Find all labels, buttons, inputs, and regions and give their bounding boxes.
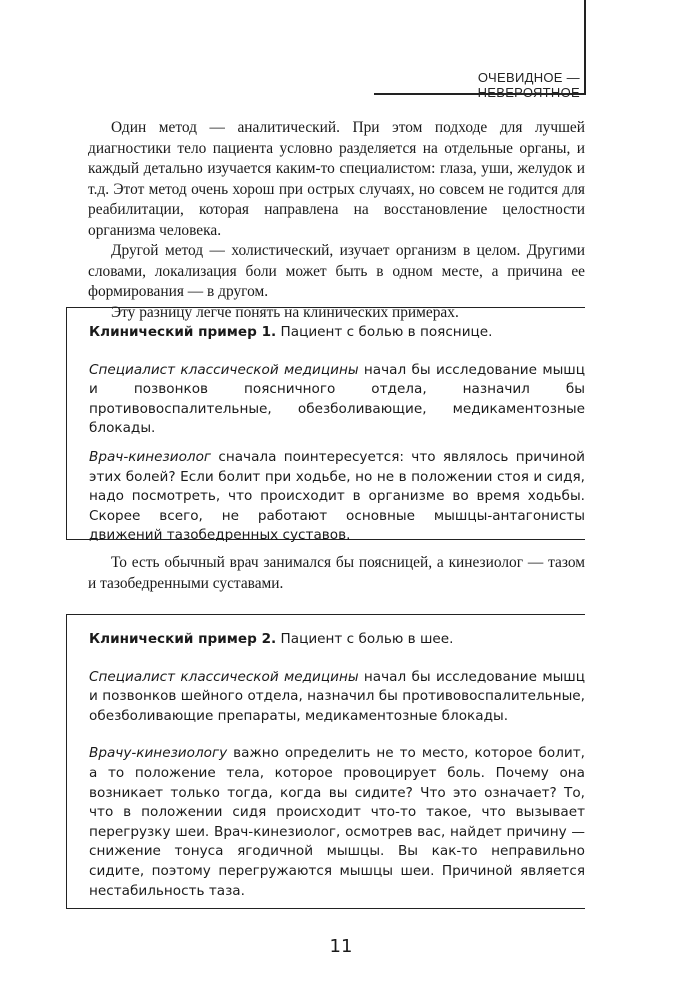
example-paragraph bbox=[89, 668, 585, 727]
running-head: ОЧЕВИДНОЕ — НЕВЕРОЯТНОЕ bbox=[477, 70, 580, 100]
paragraph: То есть обычный врач занимался бы поясницей, а кинезиолог — тазом и тазобедренными суставами. bbox=[88, 554, 585, 592]
paragraph: Эту разницу легче понять на клинических примерах. bbox=[111, 303, 459, 321]
example-title: Клинический пример 1. bbox=[89, 324, 277, 340]
paragraph: Другой метод — холистический, изучает организм в целом. Другими словами, локализация боли может быть в одном месте, а причина ее формирования — в другом. bbox=[88, 242, 585, 300]
clinical-example-1-box bbox=[66, 307, 585, 544]
paragraph-text: начал бы исследование мышц и позвонков шейного отдела, назначил бы противовоспалительные, обезболивающие препараты, медикаментозные блокады. bbox=[89, 668, 585, 724]
intro-text bbox=[88, 118, 585, 323]
paragraph-text: начал бы исследование мышц и позвонков поясничного отдела, назначил бы противовоспалительные, обезболивающие, медикаментозные блокады. bbox=[89, 361, 585, 437]
example-paragraph bbox=[89, 744, 585, 901]
emphasis-term: Специалист классической медицины bbox=[89, 361, 359, 378]
paragraph: Один метод — аналитический. При этом подходе для лучшей диагностики тело пациента условно разделяется на отдельные органы, и каждый детально изучается каким-то специалистом: глаза, уши, желудок и т.д. Этот метод очень хорош при острых случаях, но совсем не годится для реабилитации, которая направлена на восстановление целостности организма человека. bbox=[88, 119, 585, 239]
emphasis-term: Специалист классической медицины bbox=[89, 668, 359, 685]
clinical-example-2-box bbox=[66, 614, 585, 909]
example-title-rest: Пациент с болью в шее. bbox=[276, 631, 454, 647]
paragraph-text: сначала поинтересуется: что являлось причиной этих болей? Если болит при ходьбе, но не в положении стоя и сидя, надо посмотреть, что происходит в организме во время ходьбы. Скорее всего, не работают основные мышцы-антагонисты движений тазобедренных суставов. bbox=[89, 448, 585, 544]
header-vertical-rule bbox=[584, 0, 586, 95]
example-title-rest: Пациент с болью в пояснице. bbox=[276, 324, 493, 340]
emphasis-term: Врачу-кинезиологу bbox=[89, 745, 228, 762]
example-paragraph bbox=[89, 448, 585, 546]
page-number: 11 bbox=[329, 936, 353, 957]
paragraph-text: важно определить не то место, которое болит, а то положение тела, которое провоцирует боль. Почему она возникает только тогда, когда вы сидите? Что это означает? То, что в положении сидя происходит что-то такое, что вызывает перегрузку шеи. Врач-кинезиолог, осмотрев вас, найдет причину — снижение тонуса ягодичной мышцы. Вы как-то неправильно сидите, поэтому перегружаются мышцы шеи. Причиной является нестабильность таза. bbox=[89, 745, 585, 899]
example-heading bbox=[89, 323, 585, 343]
emphasis-term: Врач-кинезиолог bbox=[89, 448, 212, 465]
example-title: Клинический пример 2. bbox=[89, 631, 277, 647]
between-text bbox=[88, 553, 585, 594]
example-heading bbox=[89, 630, 585, 650]
example-paragraph bbox=[89, 361, 585, 439]
